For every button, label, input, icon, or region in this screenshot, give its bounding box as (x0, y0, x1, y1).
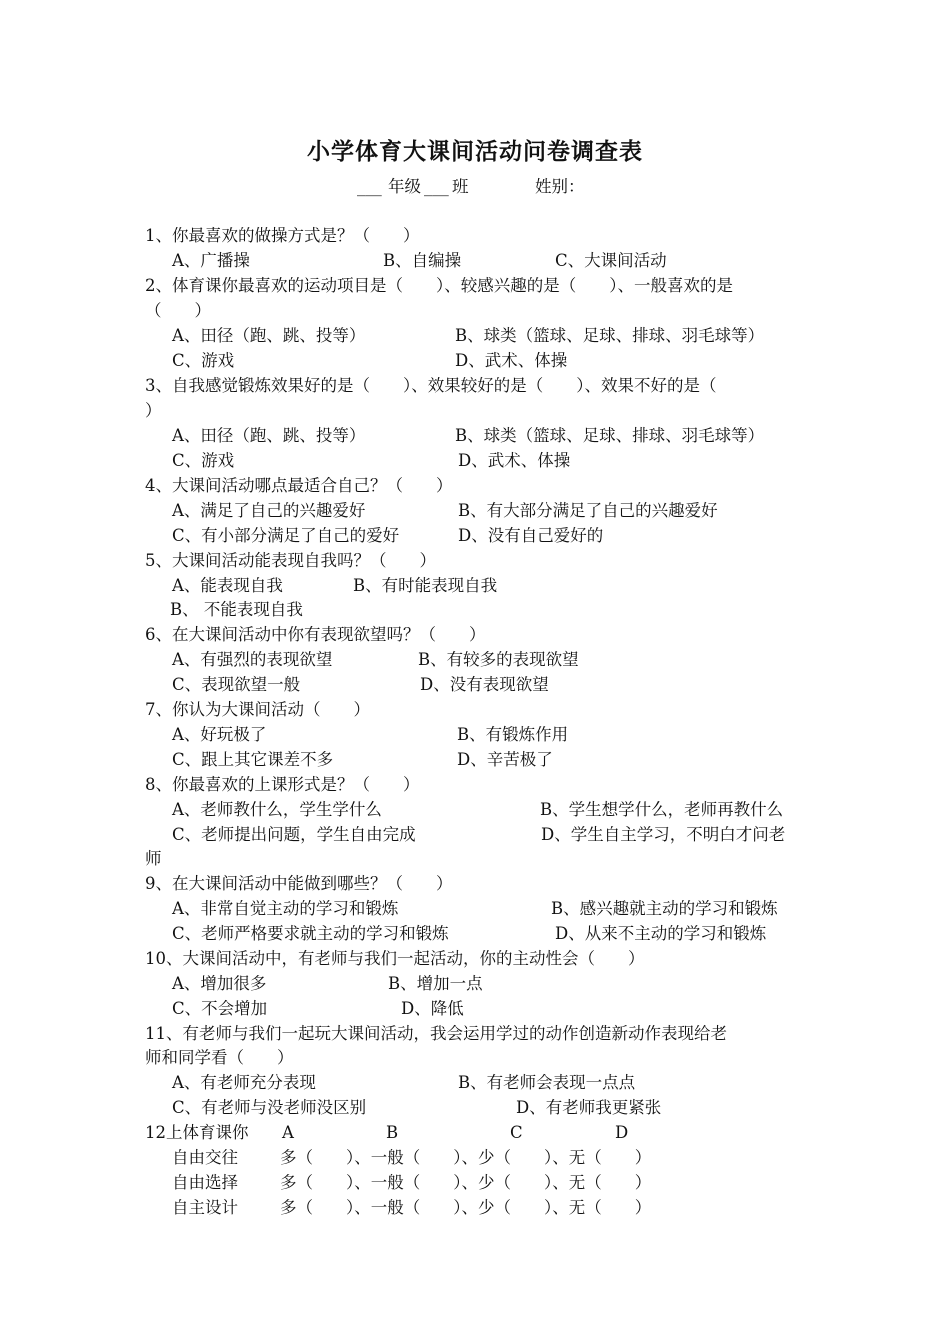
question-5: 5、大课间活动能表现自我吗？（ ） (145, 551, 436, 570)
q8-option-a: A、老师教什么，学生学什么 (172, 800, 382, 819)
q7-option-a: A、好玩极了 (172, 725, 267, 744)
q8-option-c: C、老师提出问题，学生自由完成 (172, 825, 416, 844)
q8-option-d-cont: 师 (145, 849, 162, 868)
q12-column-d: D (615, 1123, 629, 1142)
header-gender-label: 姓别： (535, 177, 585, 196)
q7-option-b: B、有锻炼作用 (457, 725, 569, 744)
q10-option-d: D、降低 (401, 999, 464, 1018)
question-10: 10、大课间活动中，有老师与我们一起活动，你的主动性会（ ） (145, 949, 645, 968)
q12-column-c: C (510, 1123, 523, 1142)
q2-option-a: A、田径（跑、跳、投等） (172, 326, 366, 345)
question-11-cont: 师和同学看（ ） (145, 1048, 294, 1067)
header-blank-grade: ___ (357, 177, 382, 196)
question-6: 6、在大课间活动中你有表现欲望吗？（ ） (145, 625, 486, 644)
q2-option-c: C、游戏 (172, 351, 235, 370)
question-11: 11、有老师与我们一起玩大课间活动，我会运用学过的动作创造新动作表现给老 (145, 1024, 727, 1043)
q2-option-b: B、球类（篮球、足球、排球、羽毛球等） (455, 326, 765, 345)
q6-option-d: D、没有表现欲望 (420, 675, 549, 694)
q3-option-a: A、田径（跑、跳、投等） (172, 426, 366, 445)
q11-option-a: A、有老师充分表现 (172, 1073, 316, 1092)
q12-row-label: 自由选择 (172, 1173, 238, 1192)
q10-option-b: B、增加一点 (388, 974, 483, 993)
question-1: 1、你最喜欢的做操方式是？（ ） (145, 226, 420, 245)
question-12: 12上体育课你 (145, 1123, 249, 1142)
question-8: 8、你最喜欢的上课形式是？（ ） (145, 775, 420, 794)
q12-row-label: 自由交往 (172, 1148, 238, 1167)
question-3-cont: ） (145, 401, 162, 420)
question-4: 4、大课间活动哪点最适合自己？（ ） (145, 476, 453, 495)
q9-option-c: C、老师严格要求就主动的学习和锻炼 (172, 924, 449, 943)
q12-row-options: 多（ ）、一般（ ）、少（ ）、无（ ） (280, 1198, 652, 1217)
question-7: 7、你认为大课间活动（ ） (145, 700, 370, 719)
q9-option-a: A、非常自觉主动的学习和锻炼 (172, 899, 399, 918)
q7-option-c: C、跟上其它课差不多 (172, 750, 334, 769)
q6-option-a: A、有强烈的表现欲望 (172, 650, 333, 669)
page-title: 小学体育大课间活动问卷调查表 (307, 139, 643, 165)
q11-option-d: D、有老师我更紧张 (516, 1098, 662, 1117)
header-class-label: 班 (452, 177, 469, 196)
q6-option-c: C、表现欲望一般 (172, 675, 301, 694)
q10-option-c: C、不会增加 (172, 999, 268, 1018)
q4-option-b: B、有大部分满足了自己的兴趣爱好 (458, 501, 718, 520)
q2-option-d: D、武术、体操 (455, 351, 568, 370)
q12-row-label: 自主设计 (172, 1198, 238, 1217)
q4-option-d: D、没有自己爱好的 (458, 526, 604, 545)
q1-option-a: A、广播操 (172, 251, 250, 270)
q6-option-b: B、有较多的表现欲望 (418, 650, 579, 669)
q7-option-d: D、辛苦极了 (457, 750, 553, 769)
header-blank-class: ___ (424, 177, 449, 196)
question-2: 2、体育课你最喜欢的运动项目是（ ）、较感兴趣的是（ ）、一般喜欢的是 (145, 276, 733, 295)
question-3: 3、自我感觉锻炼效果好的是（ ）、效果较好的是（ ）、效果不好的是（ (145, 376, 717, 395)
q12-row-options: 多（ ）、一般（ ）、少（ ）、无（ ） (280, 1148, 652, 1167)
q11-option-b: B、有老师会表现一点点 (458, 1073, 636, 1092)
q12-column-b: B (386, 1123, 399, 1142)
q3-option-c: C、游戏 (172, 451, 235, 470)
q10-option-a: A、增加很多 (172, 974, 267, 993)
q4-option-c: C、有小部分满足了自己的爱好 (172, 526, 400, 545)
header-grade-label: 年级 (388, 177, 421, 196)
q12-column-a: A (282, 1123, 294, 1142)
q5-option-c: B、 不能表现自我 (170, 600, 303, 619)
q5-option-b: B、有时能表现自我 (353, 576, 498, 595)
question-2-cont: （ ） (145, 301, 211, 320)
q9-option-b: B、感兴趣就主动的学习和锻炼 (551, 899, 778, 918)
q12-row-options: 多（ ）、一般（ ）、少（ ）、无（ ） (280, 1173, 652, 1192)
q8-option-d: D、学生自主学习，不明白才问老 (541, 825, 786, 844)
q1-option-b: B、自编操 (383, 251, 462, 270)
q11-option-c: C、有老师与没老师没区别 (172, 1098, 367, 1117)
q3-option-d: D、武术、体操 (458, 451, 571, 470)
question-9: 9、在大课间活动中能做到哪些？（ ） (145, 874, 453, 893)
q4-option-a: A、满足了自己的兴趣爱好 (172, 501, 366, 520)
q1-option-c: C、大课间活动 (555, 251, 667, 270)
q9-option-d: D、从来不主动的学习和锻炼 (555, 924, 767, 943)
q3-option-b: B、球类（篮球、足球、排球、羽毛球等） (455, 426, 765, 445)
q8-option-b: B、学生想学什么，老师再教什么 (540, 800, 784, 819)
q5-option-a: A、能表现自我 (172, 576, 283, 595)
